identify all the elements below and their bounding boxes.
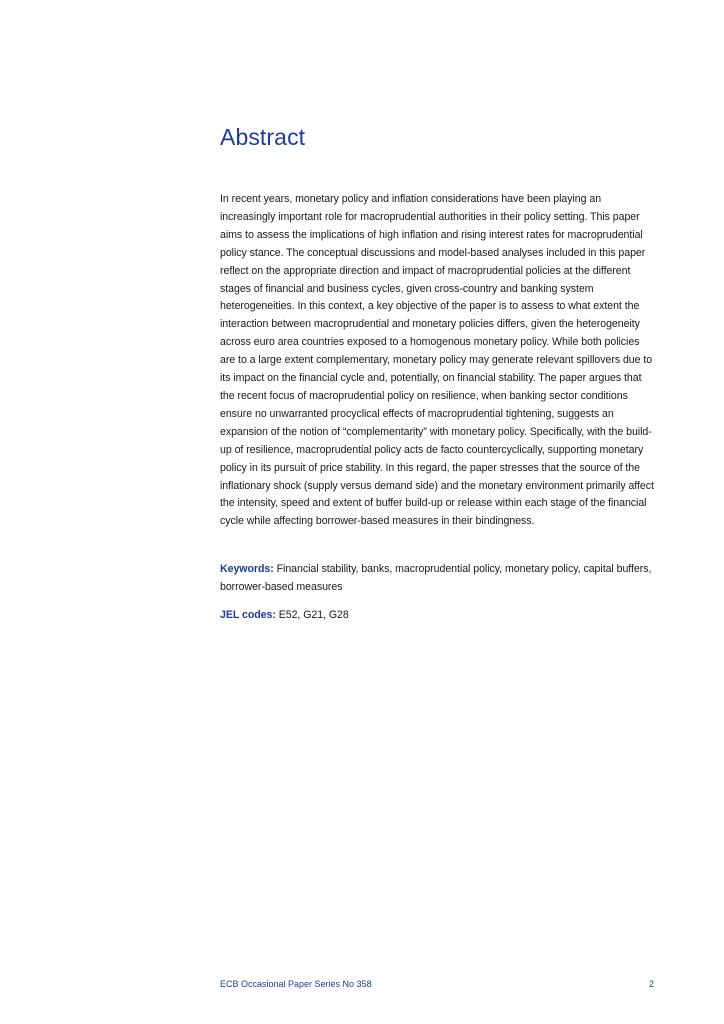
jel-codes-text: E52, G21, G28: [275, 609, 349, 621]
footer-series-title: ECB Occasional Paper Series No 358: [220, 979, 372, 989]
jel-codes-label: JEL codes:: [220, 609, 276, 621]
keywords-text: Financial stability, banks, macroprudential policy, monetary policy, capital buffers, borrower-based measures: [220, 563, 652, 593]
section-heading: Abstract: [220, 124, 306, 150]
keywords-label: Keywords:: [220, 563, 274, 575]
keywords-paragraph: [220, 561, 656, 597]
abstract-text: In recent years, monetary policy and inflation considerations have been playing an increasingly important role for macroprudential authorities in their policy setting. This paper aims to assess the implications of high inflation and rising interest rates for macroprudential policy stance. The conceptual discussions and model-based analyses included in this paper reflect on the appropriate direction and impact of macroprudential policies at the different stages of financial and business cycles, given cross-country and banking system heterogeneities. In this context, a key objective of the paper is to assess to what extent the interaction between macroprudential and monetary policies differs, given the heterogeneity across euro area countries exposed to a homogenous monetary policy. While both policies are to a large extent complementary, monetary policy may generate relevant spillovers due to its impact on the financial cycle and, potentially, on financial stability. The paper argues that the recent focus of macroprudential policy on resilience, when banking sector conditions ensure no unwarranted procyclical effects of macroprudential tightening, suggests an expansion of the notion of “complementarity” with monetary policy. Specifically, with the build-up of resilience, macroprudential policy acts de facto countercyclically, supporting monetary policy in its pursuit of price stability. In this regard, the paper stresses that the source of the inflationary shock (supply versus demand side) and the monetary environment primarily affect the intensity, speed and extent of buffer build-up or release within each stage of the financial cycle while affecting borrower-based measures in their bindingness.: [220, 193, 654, 528]
jel-codes-paragraph: [220, 607, 656, 625]
footer-page-number: 2: [648, 979, 654, 989]
